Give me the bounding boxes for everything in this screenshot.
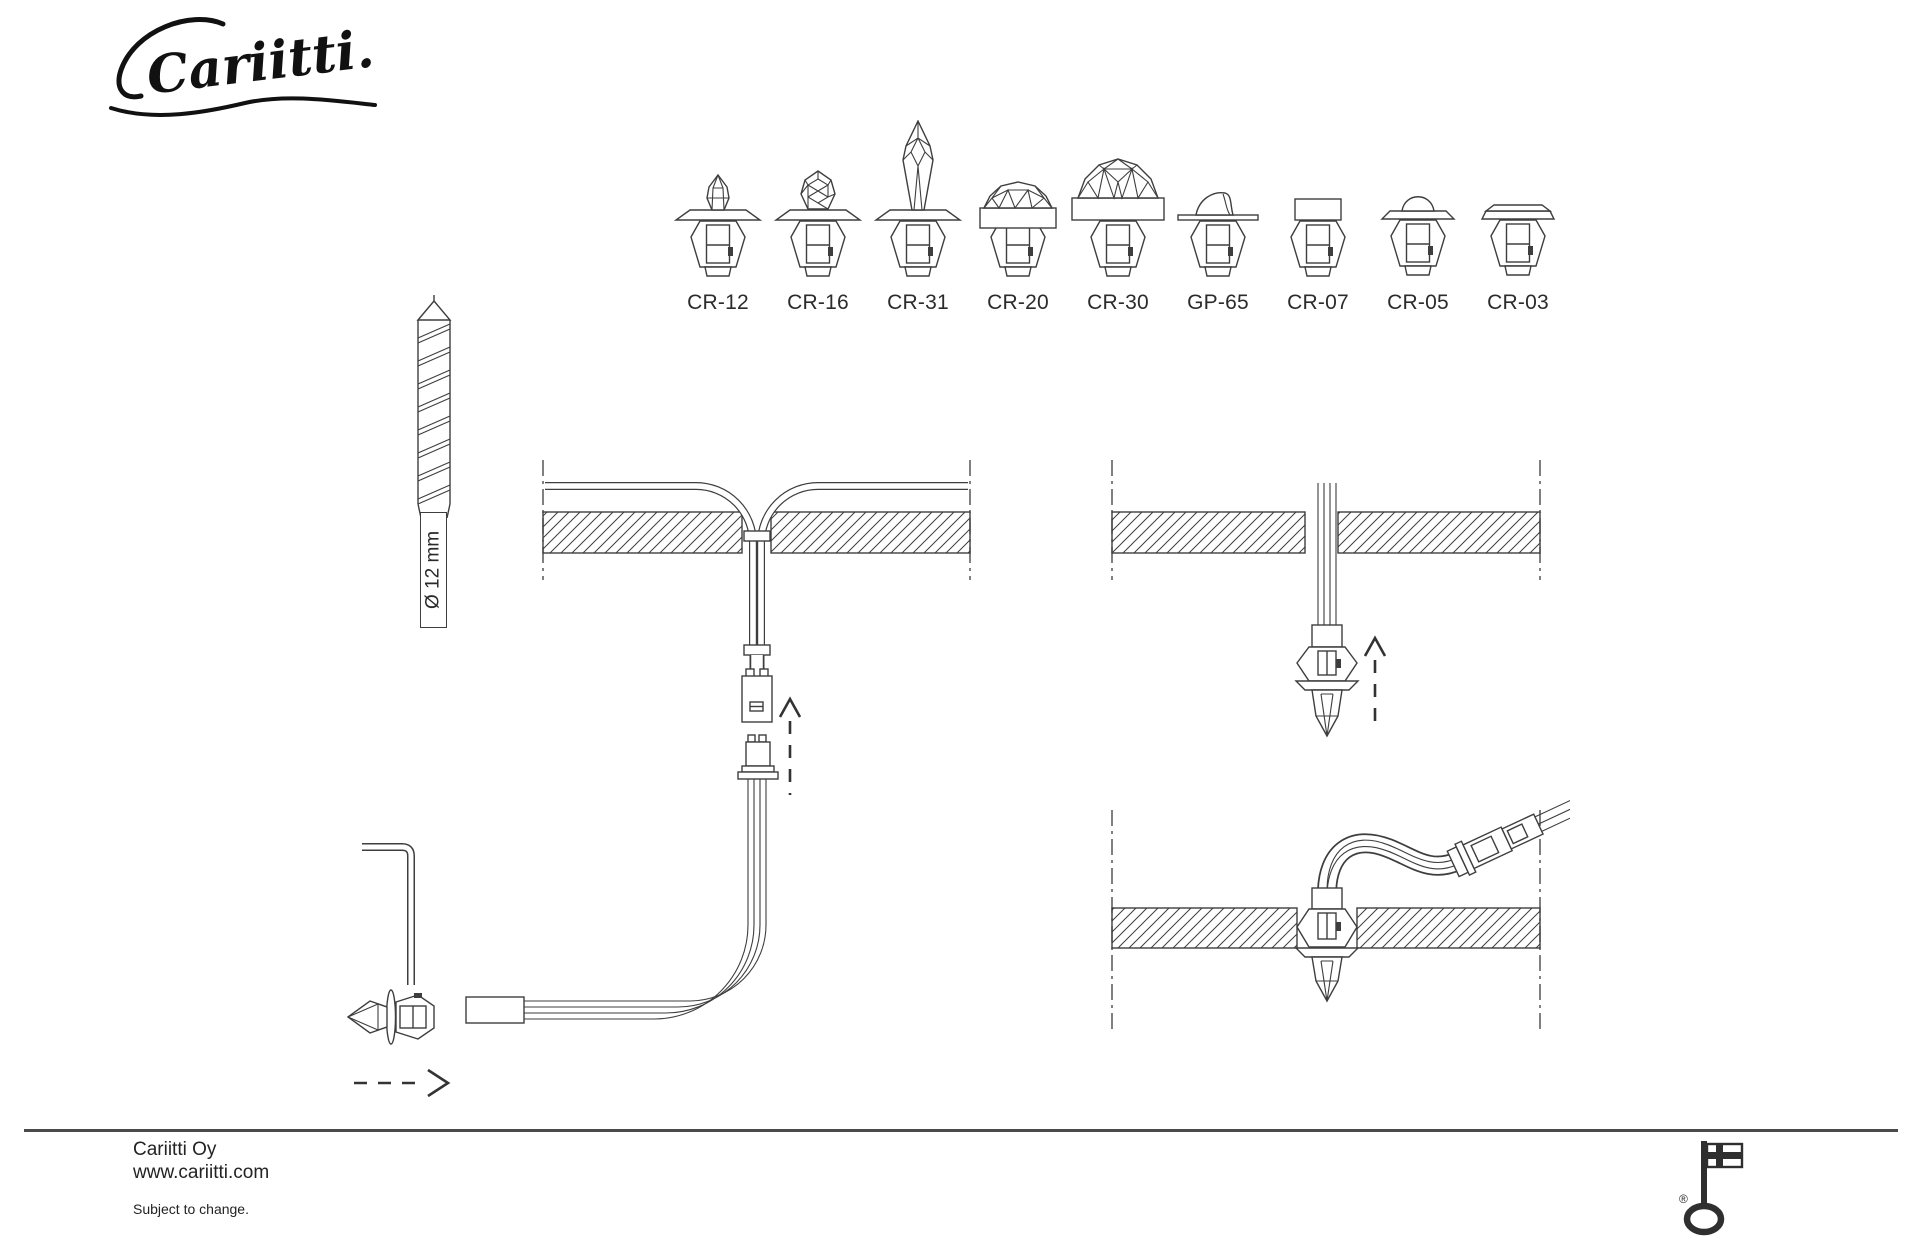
cable-connector-pair [1446,792,1570,879]
ceiling-cross-section [1112,512,1540,553]
push-up-arrow [1365,638,1385,729]
product-item [968,180,1068,315]
cable-clip [744,531,770,541]
product-label: CR-05 [1387,291,1449,314]
cable-connector-male [738,735,778,779]
ceiling-cable-connector-install-diagram [340,455,1000,1115]
product-label: CR-12 [687,291,749,314]
logo-text: Cariitti. [143,18,378,107]
registered-trademark-symbol: ® [1679,1192,1688,1206]
product-item [1368,186,1468,315]
product-label: CR-20 [987,291,1049,314]
product-item [868,120,968,315]
crystal-small-point-icon [668,174,768,278]
lens-dome-icon [1368,186,1468,278]
product-label: CR-03 [1487,291,1549,314]
crystal-fixture-hanging [1296,625,1358,736]
finnish-key-flag-icon [1676,1136,1748,1236]
crystal-long-drop-icon [868,120,968,278]
cable-connector-female [742,669,772,722]
product-label: CR-31 [887,291,949,314]
product-item [1168,189,1268,315]
cariitti-logo [95,8,405,126]
footer-website: www.cariitti.com [133,1162,270,1183]
crystal-fixture-sideways [348,990,434,1044]
crystal-fixture-installed [1296,888,1358,1001]
crystal-dome-large-icon [1068,156,1168,278]
fixture-flat-top-icon [1468,194,1568,278]
product-label: GP-65 [1187,291,1249,314]
product-label: CR-07 [1287,291,1349,314]
product-item [768,168,868,315]
product-item [1468,194,1568,315]
fiber-tail [524,779,766,1019]
fiber-cables [545,486,968,645]
product-label: CR-30 [1087,291,1149,314]
product-item [1268,198,1368,315]
cable-clip [744,645,770,655]
product-row [668,120,1568,315]
allen-key-icon [362,847,411,985]
fixture-push-up-install-diagram [1100,455,1560,755]
footer-note: Subject to change. [133,1201,249,1217]
fixture-installed-cable-routed-diagram [1100,790,1570,1040]
fiber-ferrule [466,997,524,1023]
crystal-faceted-ball-icon [768,168,868,278]
footer-divider [24,1129,1898,1132]
fiber-bundle [1318,483,1336,625]
crystal-dome-small-icon [968,180,1068,278]
drill-size-label: Ø 12 mm [420,512,447,628]
slide-right-arrow [354,1070,448,1096]
product-item [1068,156,1168,315]
routed-fiber-cable [1327,840,1458,897]
footer-company: Cariitti Oy [133,1139,217,1160]
insert-up-arrow [780,699,800,795]
lens-asymmetric-cap-icon [1168,189,1268,278]
fixture-square-top-icon [1268,198,1368,278]
product-label: CR-16 [787,291,849,314]
product-item [668,174,768,315]
